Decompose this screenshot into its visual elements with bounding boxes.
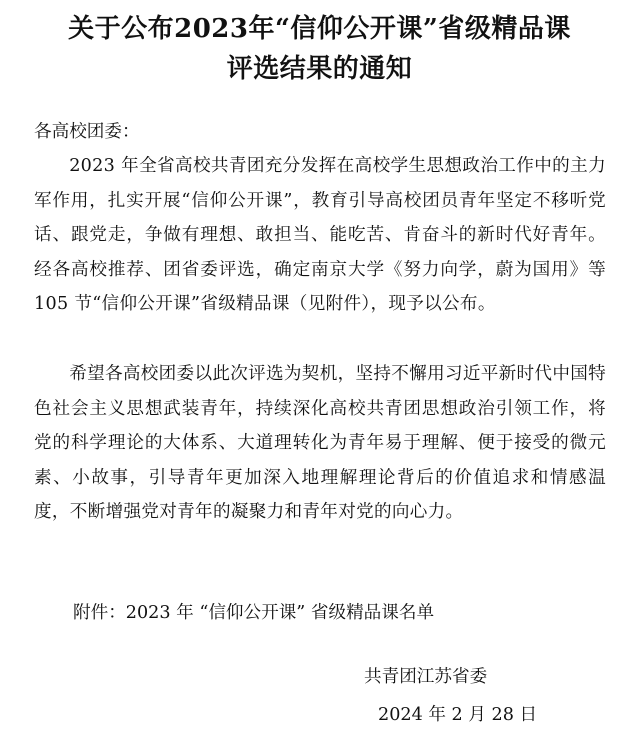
salutation: 各高校团委： xyxy=(34,122,140,142)
paragraph-text-1: 2023 年全省高校共青团充分发挥在高校学生思想政治工作中的主力军作用，扎实开展“信仰公开课”，教育引导高校团员青年坚定不移听党话、跟党走，争做有理想、敢担当、能吃苦、肯奋斗的新时代好青年。经各高校推荐、团省委评选，确定南京大学《努力向学，蔚为国用》等 105 节“信仰公开课”省级精品课（见附件），现予以公布。 xyxy=(34,156,606,314)
issuer-signature: 共青团江苏省委 xyxy=(364,667,488,687)
attachment-note: 附件：2023 年 “信仰公开课” 省级精品课名单 xyxy=(73,603,435,623)
issue-date: 2024 年 2 月 28 日 xyxy=(378,705,538,725)
document-title-line-1: 关于公布2023年“信仰公开课”省级精品课 xyxy=(68,14,571,44)
paragraph-text-2: 希望各高校团委以此次评选为契机，坚持不懈用习近平新时代中国特色社会主义思想武装青年，持续深化高校共青团思想政治引领工作，将党的科学理论的大体系、大道理转化为青年易于理解、便于接受的微元素、小故事，引导青年更加深入地理解理论背后的价值追求和情感温度，不断增强党对青年的凝聚力和青年对党的向心力。 xyxy=(34,364,607,522)
document-title-line-2: 评选结果的通知 xyxy=(226,54,413,84)
body-paragraph-1 xyxy=(34,149,606,322)
body-paragraph-2 xyxy=(34,357,606,530)
